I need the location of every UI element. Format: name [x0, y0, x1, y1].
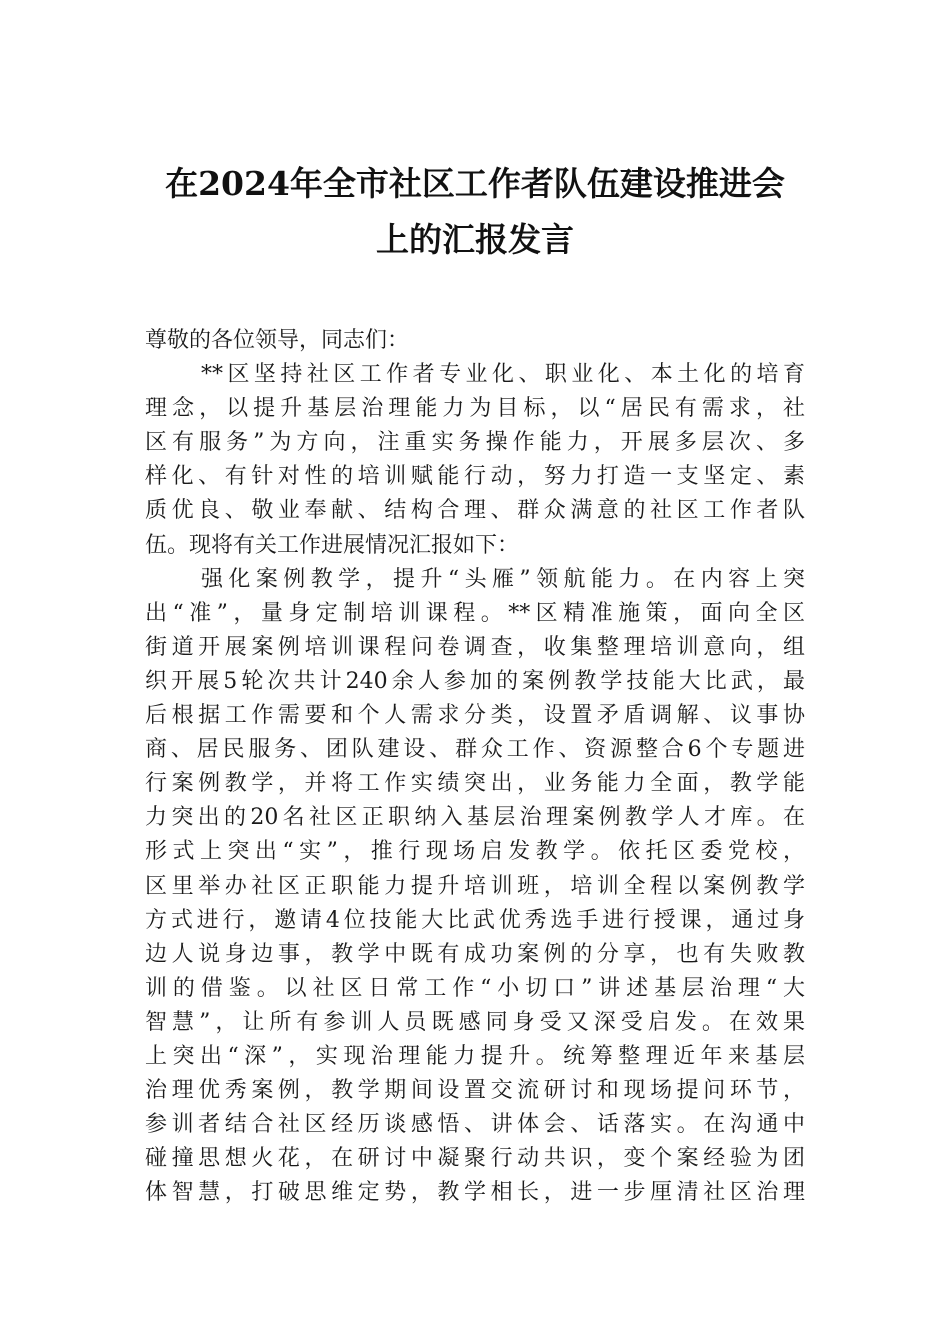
body-line: 商、居民服务、团队建设、群众工作、资源整合6个专题进 — [145, 737, 805, 763]
body-line: 强化案例教学，提升“头雁”领航能力。在内容上突 — [201, 566, 805, 592]
body-line: 出“准”，量身定制培训课程。**区精准施策，面向全区 — [145, 600, 805, 626]
body-line: 行案例教学，并将工作实绩突出，业务能力全面，教学能 — [145, 771, 805, 797]
body-line: 伍。现将有关工作进展情况汇报如下： — [145, 532, 520, 558]
body-line: 质优良、敬业奉献、结构合理、群众满意的社区工作者队 — [145, 498, 805, 524]
body-line: **区坚持社区工作者专业化、职业化、本土化的培育 — [201, 362, 805, 388]
body-line: 训的借鉴。以社区日常工作“小切口”讲述基层治理“大 — [145, 975, 805, 1001]
body-line: 方式进行，邀请4位技能大比武优秀选手进行授课，通过身 — [145, 907, 805, 933]
body-line: 后根据工作需要和个人需求分类，设置矛盾调解、议事协 — [145, 703, 805, 729]
body-line: 样化、有针对性的培训赋能行动，努力打造一支坚定、素 — [145, 464, 805, 490]
body-line: 区有服务”为方向，注重实务操作能力，开展多层次、多 — [145, 430, 805, 456]
document-body — [145, 324, 805, 1210]
body-line: 街道开展案例培训课程问卷调查，收集整理培训意向，组 — [145, 634, 805, 660]
body-line: 形式上突出“实”，推行现场启发教学。依托区委党校， — [145, 839, 805, 865]
body-line: 织开展5轮次共计240余人参加的案例教学技能大比武，最 — [145, 668, 805, 694]
title-line-1: 在2024年全市社区工作者队伍建设推进会 — [165, 164, 785, 203]
body-line: 智慧”，让所有参训人员既感同身受又深受启发。在效果 — [145, 1009, 805, 1035]
body-line: 上突出“深”，实现治理能力提升。统筹整理近年来基层 — [145, 1043, 805, 1069]
body-line: 尊敬的各位领导，同志们： — [145, 328, 410, 353]
body-line: 碰撞思想火花，在研讨中凝聚行动共识，变个案经验为团 — [145, 1146, 805, 1172]
title-line-2: 上的汇报发言 — [376, 220, 574, 259]
document-title — [130, 156, 820, 268]
body-line: 参训者结合社区经历谈感悟、讲体会、话落实。在沟通中 — [145, 1112, 805, 1138]
body-line: 治理优秀案例，教学期间设置交流研讨和现场提问环节， — [145, 1078, 805, 1104]
body-line: 区里举办社区正职能力提升培训班，培训全程以案例教学 — [145, 873, 805, 899]
body-line: 理念，以提升基层治理能力为目标，以“居民有需求，社 — [145, 396, 805, 422]
body-line: 力突出的20名社区正职纳入基层治理案例教学人才库。在 — [145, 805, 805, 831]
body-line: 边人说身边事，教学中既有成功案例的分享，也有失败教 — [145, 941, 805, 967]
body-line: 体智慧，打破思维定势，教学相长，进一步厘清社区治理 — [145, 1180, 805, 1206]
